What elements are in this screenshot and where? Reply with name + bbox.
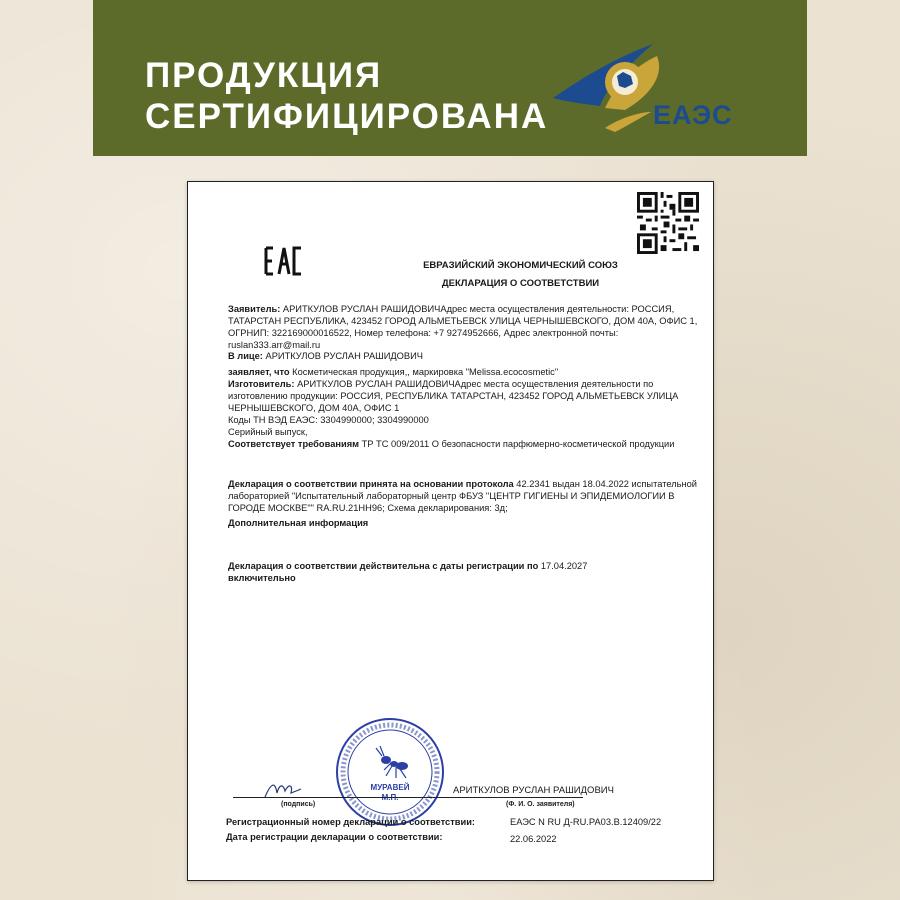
heading-union: ЕВРАЗИЙСКИЙ ЭКОНОМИЧЕСКИЙ СОЮЗ [423, 260, 618, 271]
additional-label: Дополнительная информация [228, 518, 369, 528]
banner-title-line1: ПРОДУКЦИЯ [145, 56, 383, 95]
validity-block [228, 560, 698, 584]
protocol-block [228, 478, 698, 514]
applicant-block [228, 303, 698, 351]
qr-code-icon [637, 192, 699, 254]
signature-caption: (подпись) [281, 801, 316, 808]
stamp-brand: МУРАВЕЙ [370, 783, 410, 792]
person-block [228, 350, 698, 362]
protocol-text: 42.2341 выдан 18.04.2022 испытательной лабораторией "Испытательный лабораторный центр ФБУЗ "ЦЕНТР ГИГИЕНЫ И ЭПИДЕМИОЛОГИИ В ГОРОДЕ МОСКВЕ"" RA.RU.21НН96; Схема декларирования: 3д; [228, 479, 697, 513]
declaration-document [187, 181, 714, 881]
declares-block [228, 366, 698, 378]
reg-number-label: Регистрационный номер декларации о соответствии: [226, 817, 476, 827]
fio-caption: (Ф. И. О. заявителя) [506, 801, 575, 808]
manufacturer-block [228, 378, 698, 414]
reg-number-value: ЕАЭС N RU Д-RU.РА03.В.12409/22 [510, 817, 662, 827]
requirements-label: Соответствует требованиям [228, 439, 360, 449]
validity-label: Декларация о соответствии действительна с даты регистрации по [228, 561, 539, 571]
banner-title-line2: СЕРТИФИЦИРОВАНА [145, 97, 549, 136]
eaeu-logo-text: ЕАЭС [653, 100, 733, 130]
manufacturer-label: Изготовитель: [228, 379, 295, 389]
person-text: АРИТКУЛОВ РУСЛАН РАШИДОВИЧ [262, 351, 423, 361]
signature-line [233, 797, 583, 798]
requirements-text: ТР ТС 009/2011 О безопасности парфюмерно-косметической продукции [359, 439, 675, 449]
signer-name: АРИТКУЛОВ РУСЛАН РАШИДОВИЧ [453, 785, 614, 796]
heading-title: ДЕКЛАРАЦИЯ О СООТВЕТСТВИИ [441, 278, 600, 289]
validity-date: 17.04.2027 [538, 561, 588, 571]
banner-title [145, 55, 548, 137]
declares-text: Косметическая продукция,, маркировка "Melissa.ecocosmetic" [289, 367, 559, 377]
requirements-block [228, 438, 698, 450]
additional-block [228, 517, 698, 529]
applicant-label: Заявитель: [228, 304, 281, 314]
reg-date-value: 22.06.2022 [510, 834, 557, 844]
protocol-label: Декларация о соответствии принята на основании протокола [228, 479, 514, 489]
applicant-text: АРИТКУЛОВ РУСЛАН РАШИДОВИЧАдрес места осуществления деятельности: РОССИЯ, ТАТАРСТАН РЕСПУБЛИКА, 423452 ГОРОД АЛЬМЕТЬЕВСК УЛИЦА ЧЕРНЫШЕВСКОГО, ДОМ 40А, ОФИС 1, ОГРНИП: 322169000016522, Номер телефона: +7 9274952666, Адрес электронной почты: ruslan333.arr@mail.ru [228, 304, 698, 350]
person-label: В лице: [228, 351, 263, 361]
manufacturer-text: АРИТКУЛОВ РУСЛАН РАШИДОВИЧАдрес места осуществления деятельности по изготовлению продукции: РОССИЯ, РЕСПУБЛИКА ТАТАРСТАН, 423452 ГОРОД АЛЬМЕТЬЕВСК УЛИЦА ЧЕРНЫШЕВСКОГО, ДОМ 40А, ОФИС 1 [228, 379, 679, 413]
eaeu-logo [545, 36, 760, 136]
reg-date-label: Дата регистрации декларации о соответствии: [226, 832, 443, 842]
validity-suffix: включительно [228, 573, 296, 583]
banner [93, 0, 807, 156]
company-seal-ant-stamp [334, 716, 446, 828]
serial-text: Серийный выпуск, [228, 427, 308, 437]
codes-text: Коды ТН ВЭД ЕАЭС: 3304990000; 3304990000 [228, 415, 429, 425]
declares-label: заявляет, что [228, 367, 290, 377]
